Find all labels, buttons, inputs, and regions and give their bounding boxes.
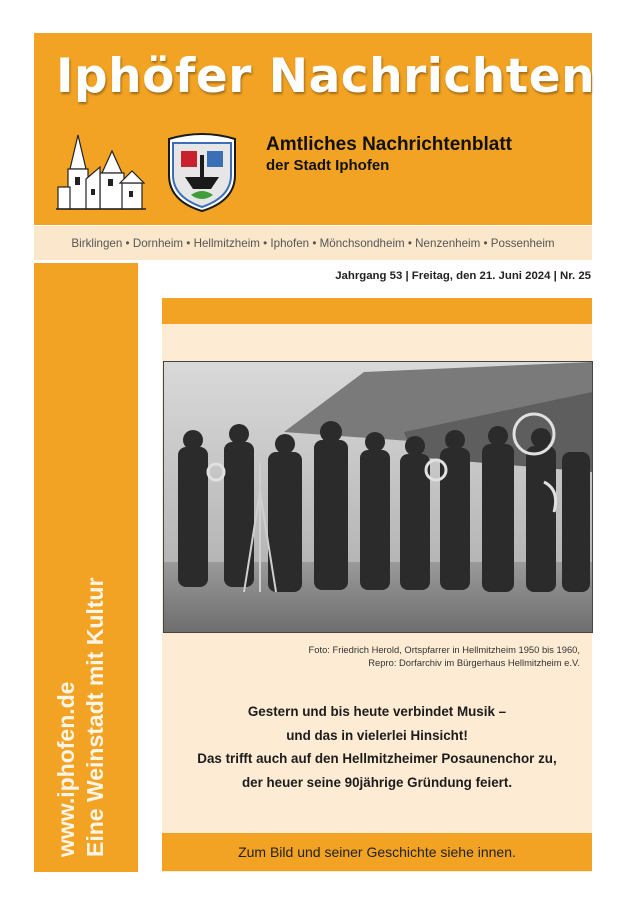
footer-text: Zum Bild und seiner Geschichte siehe innen.: [238, 844, 516, 860]
lead-line2: und das in vielerlei Hinsicht!: [286, 727, 468, 743]
masthead: [34, 33, 596, 225]
lead-text: [170, 700, 584, 794]
districts-band: Birklingen • Dornheim • Hellmitzheim • Iphofen • Mönchsondheim • Nenzenheim • Possenheim: [34, 226, 592, 260]
photo-caption: [262, 643, 580, 669]
panel-top-bar: [162, 298, 592, 324]
coat-of-arms-icon: [163, 129, 241, 213]
issue-line: Jahrgang 53 | Freitag, den 21. Juni 2024 | Nr. 25: [335, 270, 591, 282]
caption-line2: Repro: Dorfarchiv im Bürgerhaus Hellmitzheim e.V.: [368, 657, 580, 668]
newspaper-title: Iphöfer Nachrichten: [56, 49, 596, 104]
subtitle-line1: Amtliches Nachrichtenblatt: [266, 134, 512, 155]
historic-band-photo: [163, 361, 593, 633]
subtitle-line2: der Stadt Iphofen: [266, 157, 390, 174]
sidebar-slogan: Eine Weinstadt mit Kultur: [82, 577, 108, 857]
sidebar-vertical-text: [52, 578, 110, 857]
lead-line1: Gestern und bis heute verbindet Musik –: [247, 704, 507, 719]
sidebar-url[interactable]: www.iphofen.de: [53, 681, 79, 857]
lead-line4: der heuer seine 90jährige Gründung feiert.: [241, 774, 513, 790]
footer-bar: [162, 833, 592, 871]
church-town-icon: [56, 129, 146, 213]
photo-illustration: [164, 362, 592, 632]
lead-line3: Das trifft auch auf den Hellmitzheimer Posaunenchor zu,: [197, 751, 557, 766]
caption-line1: Foto: Friedrich Herold, Ortspfarrer in Hellmitzheim 1950 bis 1960,: [308, 644, 580, 655]
